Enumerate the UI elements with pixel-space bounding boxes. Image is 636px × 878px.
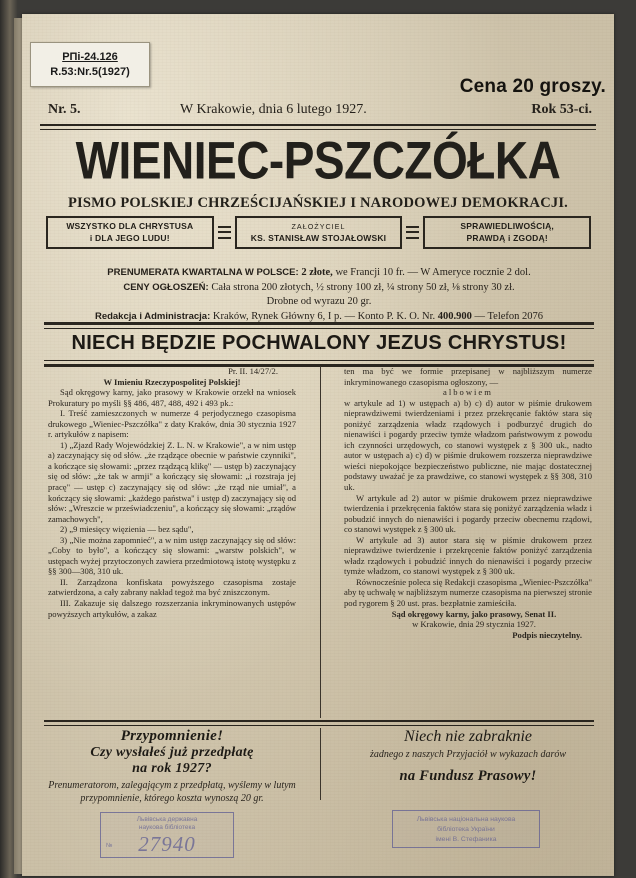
issue-number: Nr. 5. — [48, 102, 81, 117]
subscription-foreign-rates: we Francji 10 fr. — W Ameryce rocznie 2 dol. — [335, 267, 531, 278]
motto-box-left — [46, 216, 214, 249]
ads-separator-rule — [44, 720, 594, 726]
motto-right-line2: PRAWDĄ i ZGODĄ! — [466, 232, 548, 243]
advert-rates-label: CENY OGŁOSZEŃ: — [123, 281, 209, 293]
stamp-left-line2: наукова бібліотека — [138, 824, 196, 831]
stamp-accession-number: 27940 — [138, 832, 196, 856]
column-divider — [296, 366, 344, 718]
stamp-right-line1: Львівська національна наукова — [416, 816, 516, 823]
ornament-divider-icon — [218, 226, 231, 239]
library-stamp-accession — [100, 812, 234, 858]
reminder-title: Przypomnienie! — [120, 728, 224, 744]
paragraph: Sąd okręgowy karny, jako prasowy w Krakowie orzekł na wniosek Prokuratury po myśli §§ 486, 487, 488, 492 i 493 pk.: — [48, 387, 296, 408]
archive-call-number-label — [30, 42, 150, 87]
reminder-subtitle-line2: na rok 1927? — [132, 761, 212, 776]
archive-label-line2: R.53:Nr.5(1927) — [50, 66, 130, 78]
paragraph: Równocześnie poleca się Redakcji czasopisma „Wieniec-Pszczółka" aby tę uchwałę w najbliższym numerze czasopisma na pierwszej stronie pod rygorem § 20 ust. pras. bezpłatnie zamieściła. — [344, 576, 592, 609]
albowiem-heading: albowiem — [443, 387, 493, 398]
motto-box-right — [423, 216, 591, 249]
stamp-left-line1: Львівська державна — [136, 816, 198, 823]
motto-left-line1: WSZYSTKO DLA CHRYSTUSA — [66, 221, 194, 231]
advertisement-row — [48, 728, 592, 806]
paragraph: I. Treść zamieszczonych w numerze 4 perjodycznego czasopisma drukowego „Wieniec-Pszczółka" z daty Kraków, dnia 30 stycznia 1927 r. artykułów z napisem: — [48, 408, 296, 440]
masthead — [40, 130, 596, 212]
archive-label-line1: РПi-24.126 — [62, 51, 118, 63]
newspaper-title: WIENIEC-PSZCZÓŁKA — [75, 130, 561, 190]
press-fund-title: Niech nie zabraknie — [404, 728, 532, 745]
motto-left-line2: i DLA JEGO LUDU! — [89, 232, 170, 243]
motto-box-center — [235, 216, 403, 249]
paragraph: ten ma być we formie przepisanej w najbliższym numerze inkryminowanego czasopisma ogłoszony, — — [344, 366, 592, 387]
paragraph: 2) „9 miesięcy więzienia — bez sądu", — [60, 524, 194, 535]
telephone-number: — Telefon 2076 — [474, 310, 544, 322]
cover-price: Cena 20 groszy. — [459, 76, 606, 97]
court-name: Sąd okręgowy karny, jako prasowy, Senat II. — [391, 608, 557, 619]
page-content — [22, 14, 614, 876]
place-and-date: W Krakowie, dnia 6 lutego 1927. — [180, 102, 367, 117]
subscription-label: PRENUMERATA KWARTALNA W POLSCE: — [107, 267, 299, 278]
ornament-divider-icon-2 — [406, 226, 419, 239]
press-fund-cta: na Fundusz Prasowy! — [399, 767, 537, 784]
postal-account-number: 400.900 — [437, 310, 472, 322]
newspaper-subtitle: PISMO POLSKIEJ CHRZEŚCIJAŃSKIEJ I NARODOWEJ DEMOKRACJI. — [67, 195, 569, 211]
reminder-body: Prenumeratorom, zalegającym z przedpłatą, wyślemy w lutym przypomnienie, którego koszta wynoszą 20 gr. — [48, 780, 296, 804]
paragraph: W artykule ad 3) autor stara się w piśmie drukowem przez nieprawdziwe twierdzenie i przekręcenie faktów poniżyć zarządzenia władz rządowych i pobudzić innych do nienawiści i pogardy przeciw tymże władzom, co stanowi występek z § 300 uk. — [344, 534, 592, 577]
press-fund-body: żadnego z naszych Przyjaciół w wykazach darów — [369, 749, 567, 760]
motto-center-line1: ZAŁOŻYCIEL — [291, 222, 346, 231]
issue-header-line — [40, 102, 600, 122]
stamp-right-line2: бібліотека України — [437, 826, 495, 833]
advert-rates-row — [44, 281, 594, 296]
case-number: Pr. II. 14/27/2. — [228, 366, 278, 376]
stamp-right-line3: імені В. Стефаника — [435, 836, 497, 843]
article-column-right — [344, 366, 592, 718]
paragraph: 3) „Nie można zapomnieć", a w nim ustęp zaczynający się od słów: „Coby to było", a kończący się słowami: „warstw polskich", w ustępach wyżej przytoczonych zawiera przedmiotową istotę występku z §§ 300—308, 310 uk. — [48, 534, 296, 577]
paragraph: II. Zarządzona konfiskata powyższego czasopisma zostaje zatwierdzona, a cały zabrany nakład tegoż ma być zniszczonym. — [48, 576, 296, 598]
article-column-left — [48, 366, 296, 718]
paragraph: 1) „Zjazd Rady Wojewódzkiej Z. L. N. w Krakowie", a w nim ustęp a) zaczynający się od słów. „że rządzące obecnie w państwie czynniki", a kończące się słowami: „przez rządzącą klikę" — ustęp b) zaczynający się od słów: „że tak w armji" a kończący się słowami: „i rozstraja jej pracę" — ustęp c) zaczynający się od słów: „że rząd nie umiał", a kończący się słowami: „każdego państwa" i ustęp d) zaczynający się od słów: „Wreszcie w przeświadczeniu", a kończący się słowami: „rządów zamachowych", — [48, 439, 296, 524]
subscription-price: 2 złote, — [301, 267, 333, 278]
volume-year: Rok 53-ci. — [531, 102, 592, 117]
newspaper-sheet — [22, 14, 614, 876]
article-columns — [48, 366, 592, 718]
stamp-number-label: № — [106, 843, 113, 849]
advert-divider — [296, 728, 344, 806]
paragraph: III. Zakazuje się dalszego rozszerzania inkryminowanych ustępów powyższych artykułów, a zakaz — [48, 598, 296, 619]
headline: NIECH BĘDZIE POCHWALONY JEZUS CHRYSTUS! — [71, 332, 567, 354]
press-fund-advert — [344, 728, 592, 806]
invocation-line: W Imieniu Rzeczypospolitej Polskiej! — [103, 376, 241, 387]
motto-right-line1: SPRAWIEDLIWOŚCIĄ, — [460, 221, 554, 231]
subscription-rates-row — [44, 266, 594, 281]
reminder-advert — [48, 728, 296, 806]
signature-line: Podpis nieczytelny. — [512, 629, 582, 640]
paragraph: w artykule ad 1) w ustępach a) b) c) d) autor w piśmie drukowem nieprawdziwemi twierdzeniami i przez przekręcanie faktów stara się poniżyć zarządzenia władz rządowych i podburzyć drugich do nienawiści i pogardy przeciw tymże władzom państwowym z powodu ich czynności urzędowych, co stanowi występek z § 300 uk., nadto autor w ustępach a) c) d) w piśmie drukowem rozszerza nieprawdziwe wieści niepokojące bezpieczeństwo publiczne, nie mając dostatecznej podstawy uważać je za prawdziwe, co stanowi występek z §§ 308, 310 uk. — [344, 397, 592, 493]
editorial-address-label: Redakcja i Administracja: — [94, 310, 211, 322]
motto-boxes — [46, 216, 591, 249]
headline-banner — [44, 322, 594, 367]
court-place-date: w Krakowie, dnia 29 stycznia 1927. — [412, 619, 536, 630]
paragraph: W artykule ad 2) autor w piśmie drukowem przez nieprawdziwe twierdzenia i przekręcenia faktów stara się poniżyć zarządzenia władz i pobudzić innych do nienawiści i pogardy przeciw obecnemu rządowi, co stanowi występek z § 300 uk. — [344, 492, 592, 535]
reminder-subtitle-line1: Czy wysłałeś już przedpłatę — [90, 745, 254, 760]
banner-rule-top — [44, 322, 594, 329]
library-stamp-ownership — [392, 810, 540, 848]
advert-rates-values: Cała strona 200 złotych, ½ strony 100 zł, ¼ strony 50 zł, ⅛ strony 30 zł. — [211, 281, 515, 293]
subscription-info-block — [44, 266, 594, 324]
classified-rate-row: Drobne od wyrazu 20 gr. — [266, 296, 372, 307]
motto-center-line2: KS. STANISŁAW STOJAŁOWSKI — [250, 232, 387, 243]
editorial-address-value: Kraków, Rynek Główny 6, I p. — Konto P. K. O. Nr. — [212, 310, 436, 322]
